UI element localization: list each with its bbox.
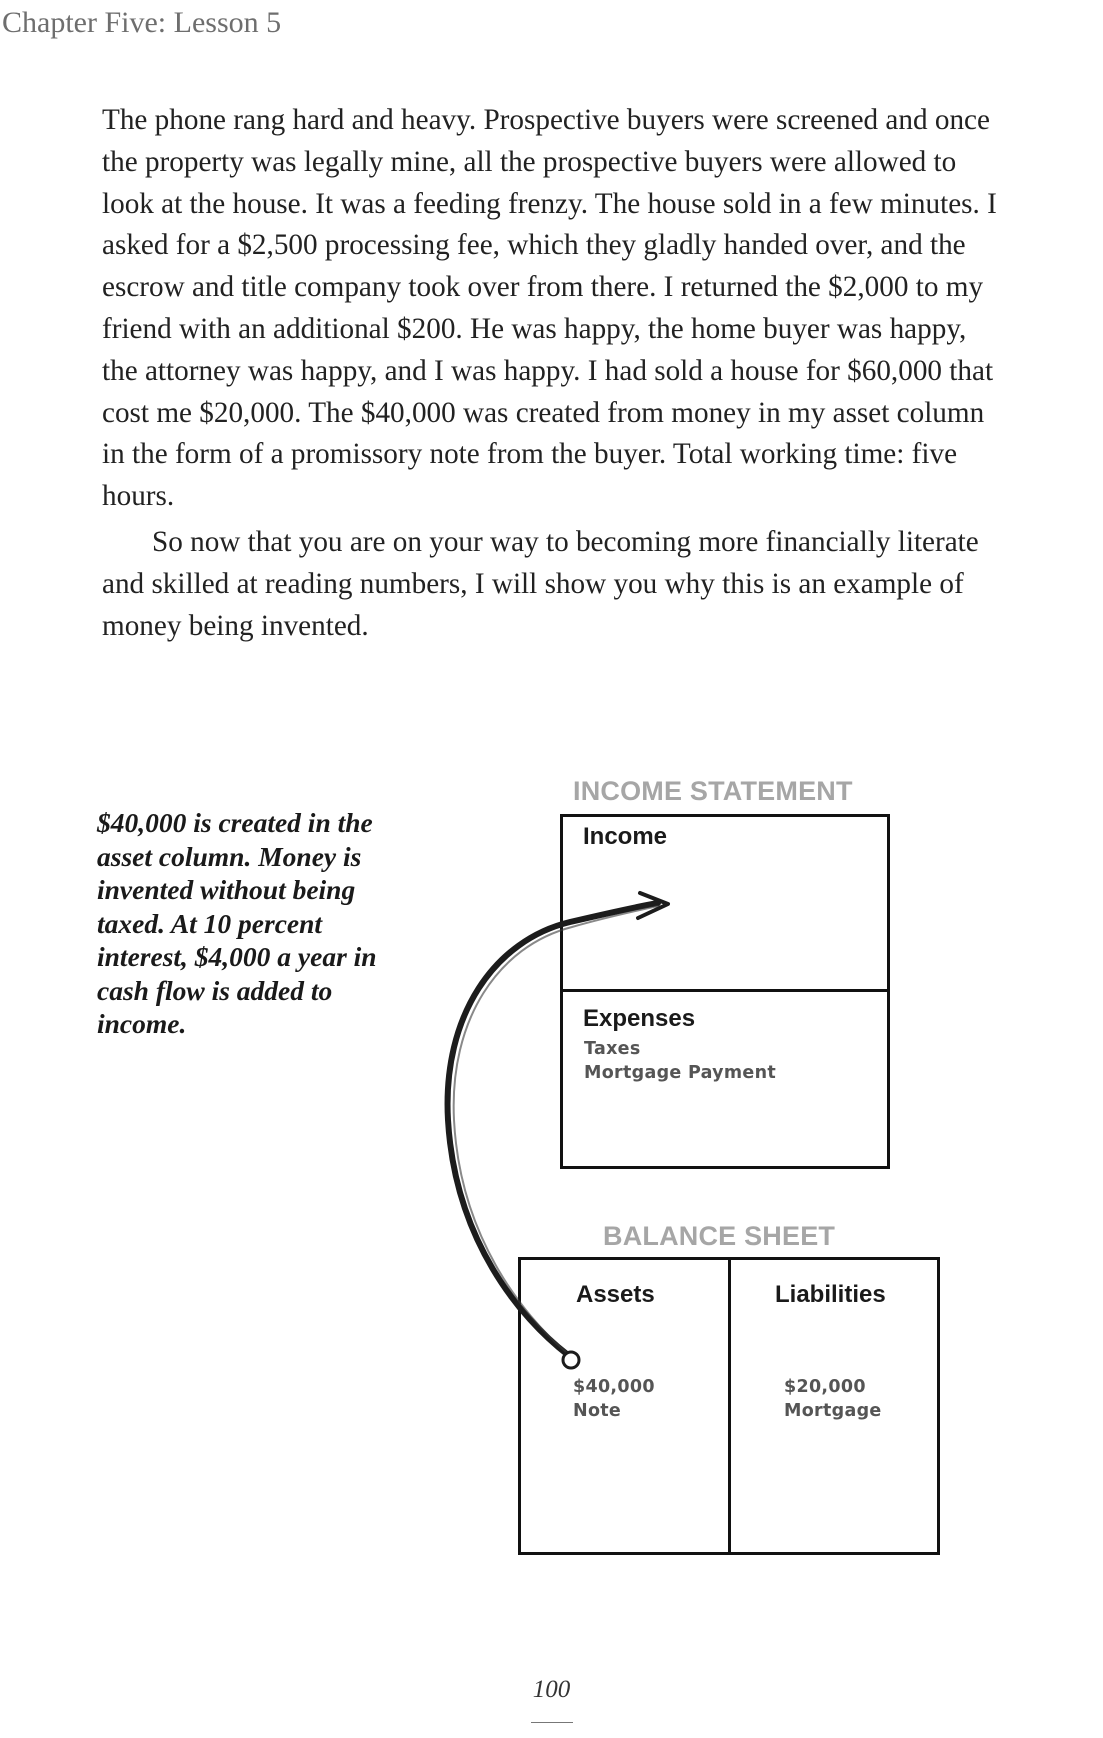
asset-amount: $40,000 xyxy=(573,1377,655,1397)
balance-sheet-title: BALANCE SHEET xyxy=(603,1221,836,1251)
expense-item-taxes: Taxes xyxy=(584,1039,641,1059)
diagram-caption: $40,000 is created in the asset column. Money is invented without being taxed. At 10 percent interest, $4,000 a year in cash flow is added to income. xyxy=(97,807,377,1039)
assets-label: Assets xyxy=(576,1281,655,1308)
liabilities-label: Liabilities xyxy=(775,1281,886,1308)
page-number-rule xyxy=(531,1722,573,1723)
paragraph: So now that you are on your way to becoming more financially literate and skilled at reading numbers, I will show you why this is an example of money being invented. xyxy=(102,525,979,642)
page-number: 100 xyxy=(532,1676,571,1703)
liability-name: Mortgage xyxy=(784,1401,882,1421)
expenses-label: Expenses xyxy=(583,1005,696,1032)
asset-name: Note xyxy=(573,1401,622,1421)
running-head: Chapter Five: Lesson 5 xyxy=(2,6,282,39)
income-statement-title: INCOME STATEMENT xyxy=(573,776,853,806)
income-label: Income xyxy=(583,823,668,850)
paragraph: The phone rang hard and heavy. Prospective buyers were screened and once the property was legally mine, all the prospective buyers were allowed to look at the house. It was a feeding frenzy. The house sold in a few minutes. I asked for a $2,500 processing fee, which they gladly handed over, and the escrow and title company took over from there. I returned the $2,000 to my friend with an additional $200. He was happy, the home buyer was happy, the attorney was happy, and I was happy. I had sold a house for $60,000 that cost me $20,000. The $40,000 was created from money in my asset column in the form of a promissory note from the buyer. Total working time: five hours. xyxy=(102,104,997,513)
expense-item-mortgage-payment: Mortgage Payment xyxy=(584,1063,777,1083)
liability-amount: $20,000 xyxy=(784,1377,866,1397)
